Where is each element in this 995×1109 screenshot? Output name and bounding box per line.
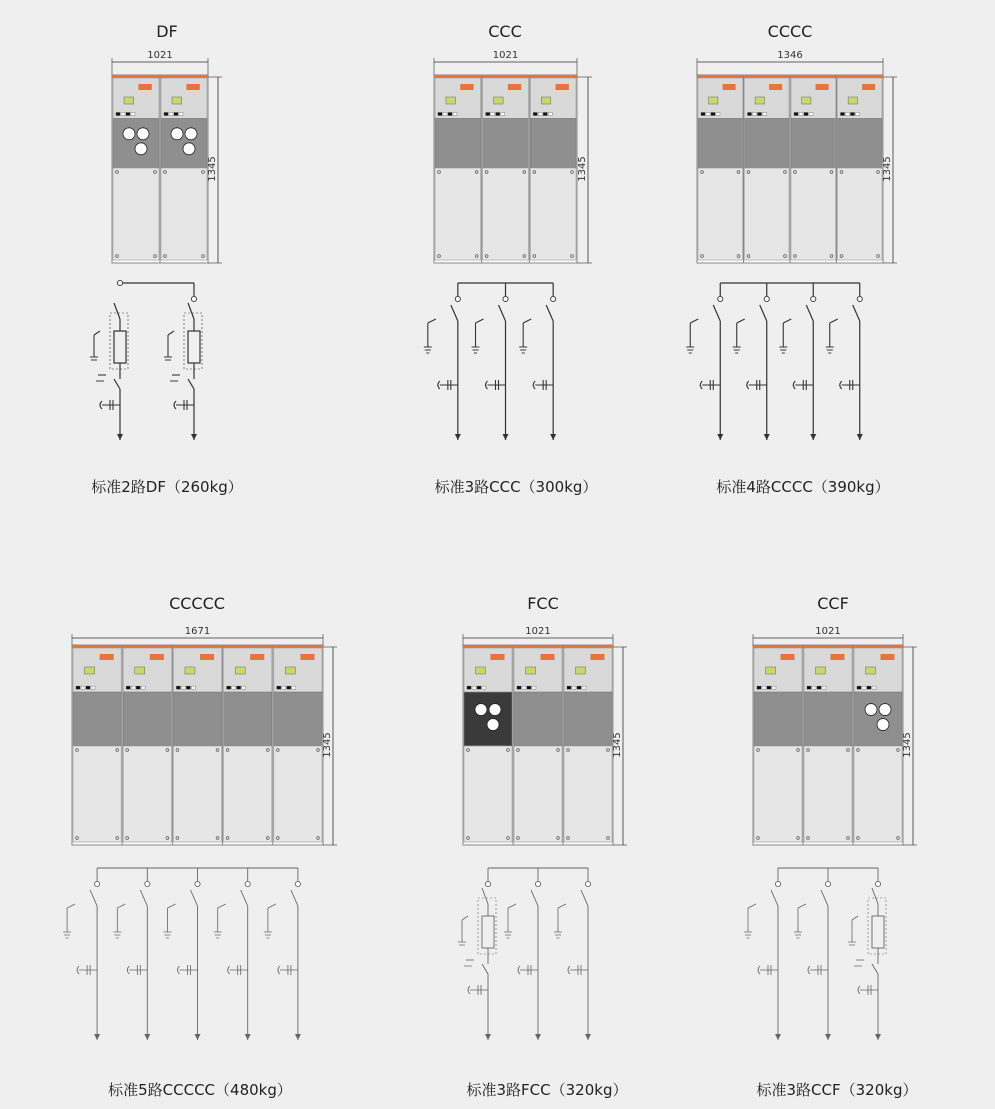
width-dimension-label: 1021 (815, 626, 841, 637)
bay-lower-door (791, 168, 836, 260)
indicator-block (816, 84, 829, 90)
indicator-strip (448, 113, 452, 116)
indicator-strip (292, 686, 296, 689)
indicator-strip (804, 113, 808, 116)
fuse-symbol (188, 331, 200, 363)
indicator-label (446, 97, 456, 104)
terminal-node (117, 280, 122, 285)
cable-symbol (174, 401, 176, 409)
bay-instrument-panel (224, 648, 272, 692)
fuse-dial (137, 128, 149, 140)
indicator-block (881, 654, 895, 660)
output-arrow (764, 434, 770, 440)
indicator-strip (856, 113, 860, 116)
bay-mechanism-panel (113, 119, 159, 169)
unit-caption-fcc: 标准3路FCC（320kg） (466, 1081, 628, 1099)
indicator-block (769, 84, 782, 90)
indicator-strip (227, 686, 231, 689)
bay-mechanism-panel (804, 692, 852, 746)
indicator-strip (757, 686, 761, 689)
indicator-strip (862, 686, 866, 689)
indicator-strip (767, 686, 771, 689)
fuse-symbol (114, 331, 126, 363)
bay-mechanism-panel (530, 119, 576, 169)
bay-lower-door (274, 746, 322, 842)
indicator-label (802, 97, 811, 104)
bay-mechanism-panel (698, 119, 743, 169)
height-dimension-label: 1345 (882, 156, 893, 182)
indicator-strip (501, 113, 505, 116)
unit-title-ccc: CCC (488, 22, 522, 41)
terminal-node (811, 296, 816, 301)
indicator-strip (287, 686, 291, 689)
output-arrow (810, 434, 816, 440)
cable-symbol (840, 381, 842, 389)
indicator-strip (126, 686, 130, 689)
indicator-strip (763, 113, 767, 116)
indicator-block (591, 654, 605, 660)
output-arrow (717, 434, 723, 440)
fuse-enclosure (478, 898, 496, 954)
bay-lower-door (161, 168, 207, 260)
indicator-strip (772, 686, 776, 689)
indicator-strip (453, 113, 457, 116)
indicator-label (816, 667, 826, 674)
fuse-enclosure (110, 313, 128, 369)
indicator-strip (532, 686, 536, 689)
bay-mechanism-panel (838, 119, 883, 169)
single-line-diagram-df (90, 280, 202, 440)
indicator-block (831, 654, 845, 660)
output-arrow (857, 434, 863, 440)
bay-lower-door (530, 168, 576, 260)
output-arrow (117, 434, 123, 440)
indicator-strip (846, 113, 850, 116)
cable-symbol (438, 381, 440, 389)
unit-title-cccc: CCCC (767, 22, 813, 41)
terminal-node (551, 296, 556, 301)
indicator-strip (121, 113, 125, 116)
width-dimension-label: 1021 (492, 50, 519, 61)
output-arrow (485, 1034, 491, 1040)
bay-instrument-panel (274, 648, 322, 692)
bay-lower-door (698, 168, 743, 260)
bay-lower-door (514, 746, 562, 842)
height-dimension-label: 1345 (322, 732, 333, 758)
bay-mechanism-panel (435, 119, 481, 169)
fuse-dial (877, 719, 889, 731)
indicator-strip (179, 113, 183, 116)
bay-lower-door (483, 168, 529, 260)
indicator-strip (577, 686, 581, 689)
indicator-strip (809, 113, 813, 116)
indicator-strip (711, 113, 715, 116)
indicator-strip (533, 113, 537, 116)
indicator-strip (277, 686, 281, 689)
terminal-node (145, 881, 150, 886)
fuse-dial (135, 143, 147, 155)
indicator-block (781, 654, 795, 660)
output-arrow (195, 1034, 201, 1040)
indicator-strip (794, 113, 798, 116)
bay-instrument-panel (464, 648, 512, 692)
indicator-strip (872, 686, 876, 689)
indicator-strip (522, 686, 526, 689)
indicator-label (476, 667, 486, 674)
indicator-block (508, 84, 521, 90)
bay-mechanism-panel (161, 119, 207, 169)
indicator-label (709, 97, 718, 104)
terminal-node (191, 296, 196, 301)
indicator-strip (486, 113, 490, 116)
terminal-node (535, 881, 540, 886)
indicator-strip (822, 686, 826, 689)
unit-caption-ccf: 标准3路CCF（320kg） (756, 1081, 918, 1099)
bay-lower-door (464, 746, 512, 842)
single-line-diagram-cccc (686, 283, 863, 440)
indicator-strip (126, 113, 130, 116)
indicator-strip (748, 113, 752, 116)
single-line-diagram-ccf (744, 868, 886, 1040)
indicator-strip (81, 686, 85, 689)
terminal-node (295, 881, 300, 886)
unit-title-df: DF (156, 22, 178, 41)
bay-instrument-panel (564, 648, 612, 692)
bay-lower-door (564, 746, 612, 842)
cabinet-accent-strip (72, 645, 323, 648)
bay-lower-door (804, 746, 852, 842)
output-arrow (144, 1034, 150, 1040)
output-arrow (585, 1034, 591, 1040)
cable-symbol (178, 966, 180, 974)
indicator-strip (282, 686, 286, 689)
bay-mechanism-panel (73, 692, 121, 746)
indicator-label (172, 97, 182, 104)
indicator-label (526, 667, 536, 674)
indicator-strip (164, 113, 168, 116)
unit-title-fcc: FCC (527, 594, 559, 613)
bay-lower-door (854, 746, 902, 842)
indicator-block (300, 654, 314, 660)
indicator-strip (131, 113, 135, 116)
cabinet-accent-strip (434, 75, 577, 78)
terminal-node (875, 881, 880, 886)
cable-symbol (278, 966, 280, 974)
single-line-diagram-ccccc (63, 868, 301, 1040)
indicator-strip (91, 686, 95, 689)
unit-caption-cccc: 标准4路CCCC（390kg） (716, 478, 890, 496)
indicator-block (100, 654, 114, 660)
width-dimension-label: 1346 (777, 50, 803, 61)
indicator-strip (496, 113, 500, 116)
cable-symbol (486, 381, 488, 389)
cable-symbol (808, 966, 810, 974)
indicator-label (576, 667, 586, 674)
fuse-dial (487, 719, 499, 731)
indicator-label (85, 667, 95, 674)
cable-symbol (127, 966, 129, 974)
indicator-strip (851, 113, 855, 116)
indicator-block (186, 84, 199, 90)
indicator-strip (141, 686, 145, 689)
indicator-strip (807, 686, 811, 689)
unit-title-ccccc: CCCCC (169, 594, 225, 613)
indicator-block (723, 84, 736, 90)
bay-instrument-panel (73, 648, 121, 692)
indicator-strip (758, 113, 762, 116)
indicator-strip (438, 113, 442, 116)
unit-caption-ccc: 标准3路CCC（300kg） (434, 478, 598, 496)
indicator-block (138, 84, 151, 90)
indicator-label (235, 667, 245, 674)
cabinet-accent-strip (753, 645, 903, 648)
terminal-node (585, 881, 590, 886)
indicator-strip (232, 686, 236, 689)
indicator-strip (548, 113, 552, 116)
unit-caption-df: 标准2路DF（260kg） (91, 478, 243, 496)
bay-instrument-panel (754, 648, 802, 692)
fuse-dial (185, 128, 197, 140)
bay-lower-door (173, 746, 221, 842)
indicator-strip (817, 686, 821, 689)
indicator-block (460, 84, 473, 90)
width-dimension-label: 1671 (184, 626, 211, 637)
height-dimension-label: 1345 (207, 156, 218, 182)
indicator-strip (169, 113, 173, 116)
indicator-strip (174, 113, 178, 116)
bay-mechanism-panel (173, 692, 221, 746)
indicator-label (766, 667, 776, 674)
indicator-strip (491, 113, 495, 116)
unit-title-ccf: CCF (817, 594, 849, 613)
cable-symbol (858, 986, 860, 994)
indicator-label (185, 667, 195, 674)
indicator-block (556, 84, 569, 90)
cable-symbol (533, 381, 535, 389)
indicator-strip (136, 686, 140, 689)
height-dimension-label: 1345 (612, 732, 623, 758)
indicator-strip (237, 686, 241, 689)
bay-mechanism-panel (123, 692, 171, 746)
cable-symbol (747, 381, 749, 389)
indicator-strip (762, 686, 766, 689)
terminal-node (455, 296, 460, 301)
output-arrow (503, 434, 509, 440)
fuse-dial (183, 143, 195, 155)
terminal-node (857, 296, 862, 301)
indicator-block (150, 654, 164, 660)
output-arrow (775, 1034, 781, 1040)
cabinet-ccccc (72, 626, 337, 845)
indicator-strip (242, 686, 246, 689)
terminal-node (718, 296, 723, 301)
fuse-dial (879, 704, 891, 716)
bay-lower-door (745, 168, 790, 260)
indicator-strip (812, 686, 816, 689)
indicator-strip (76, 686, 80, 689)
indicator-strip (567, 686, 571, 689)
fuse-enclosure (184, 313, 202, 369)
indicator-block (862, 84, 875, 90)
height-dimension-label: 1345 (902, 732, 913, 758)
width-dimension-label: 1021 (525, 626, 551, 637)
terminal-node (95, 881, 100, 886)
bay-instrument-panel (854, 648, 902, 692)
cable-symbol (758, 966, 760, 974)
indicator-label (135, 667, 145, 674)
indicator-strip (543, 113, 547, 116)
bay-instrument-panel (514, 648, 562, 692)
cabinet-accent-strip (463, 645, 613, 648)
bay-mechanism-panel (564, 692, 612, 746)
output-arrow (191, 434, 197, 440)
cable-symbol (468, 986, 470, 994)
indicator-strip (131, 686, 135, 689)
cable-symbol (100, 401, 102, 409)
indicator-strip (572, 686, 576, 689)
output-arrow (875, 1034, 881, 1040)
indicator-label (866, 667, 876, 674)
indicator-strip (443, 113, 447, 116)
terminal-node (503, 296, 508, 301)
output-arrow (550, 434, 556, 440)
indicator-strip (716, 113, 720, 116)
indicator-label (755, 97, 764, 104)
bay-mechanism-panel (464, 692, 512, 746)
fuse-dial (475, 704, 487, 716)
bay-mechanism-panel (754, 692, 802, 746)
fuse-dial (123, 128, 135, 140)
indicator-strip (538, 113, 542, 116)
cabinet-ccf (753, 626, 917, 845)
indicator-strip (527, 686, 531, 689)
indicator-strip (176, 686, 180, 689)
indicator-strip (191, 686, 195, 689)
indicator-strip (181, 686, 185, 689)
terminal-node (195, 881, 200, 886)
height-dimension-label: 1345 (577, 156, 588, 182)
bay-instrument-panel (804, 648, 852, 692)
cable-symbol (228, 966, 230, 974)
indicator-strip (116, 113, 120, 116)
indicator-strip (841, 113, 845, 116)
indicator-block (250, 654, 264, 660)
fuse-symbol (482, 916, 494, 948)
indicator-strip (582, 686, 586, 689)
bay-lower-door (73, 746, 121, 842)
fuse-dial (171, 128, 183, 140)
output-arrow (295, 1034, 301, 1040)
bay-lower-door (123, 746, 171, 842)
bay-mechanism-panel (514, 692, 562, 746)
cable-symbol (77, 966, 79, 974)
terminal-node (245, 881, 250, 886)
indicator-label (848, 97, 857, 104)
indicator-strip (706, 113, 710, 116)
indicator-strip (472, 686, 476, 689)
indicator-strip (799, 113, 803, 116)
bay-mechanism-panel (274, 692, 322, 746)
indicator-strip (701, 113, 705, 116)
fuse-dial (865, 704, 877, 716)
indicator-label (285, 667, 295, 674)
bay-lower-door (224, 746, 272, 842)
terminal-node (764, 296, 769, 301)
terminal-node (825, 881, 830, 886)
indicator-strip (482, 686, 486, 689)
indicator-strip (857, 686, 861, 689)
fuse-enclosure (868, 898, 886, 954)
single-line-diagram-fcc (458, 868, 591, 1040)
bay-instrument-panel (123, 648, 171, 692)
output-arrow (94, 1034, 100, 1040)
cabinet-fcc (463, 626, 627, 845)
output-arrow (455, 434, 461, 440)
bay-mechanism-panel (745, 119, 790, 169)
indicator-block (491, 654, 505, 660)
bay-lower-door (838, 168, 883, 260)
fuse-dial (489, 704, 501, 716)
cable-symbol (700, 381, 702, 389)
indicator-strip (86, 686, 90, 689)
bay-mechanism-panel (224, 692, 272, 746)
indicator-strip (517, 686, 521, 689)
bay-lower-door (435, 168, 481, 260)
output-arrow (245, 1034, 251, 1040)
width-dimension-label: 1021 (147, 50, 173, 61)
output-arrow (825, 1034, 831, 1040)
indicator-strip (867, 686, 871, 689)
indicator-label (124, 97, 134, 104)
indicator-strip (186, 686, 190, 689)
terminal-node (775, 881, 780, 886)
bay-mechanism-panel (483, 119, 529, 169)
bay-lower-door (113, 168, 159, 260)
indicator-label (541, 97, 551, 104)
bay-lower-door (754, 746, 802, 842)
cabinet-ccc (434, 50, 592, 263)
bay-instrument-panel (173, 648, 221, 692)
cable-symbol (793, 381, 795, 389)
indicator-strip (477, 686, 481, 689)
fuse-symbol (872, 916, 884, 948)
indicator-block (541, 654, 555, 660)
cable-symbol (568, 966, 570, 974)
terminal-node (485, 881, 490, 886)
unit-caption-ccccc: 标准5路CCCCC（480kg） (108, 1081, 292, 1099)
indicator-label (494, 97, 504, 104)
single-line-diagram-ccc (424, 283, 556, 440)
indicator-strip (753, 113, 757, 116)
indicator-strip (467, 686, 471, 689)
bay-mechanism-panel (854, 692, 902, 746)
output-arrow (535, 1034, 541, 1040)
cabinet-cccc (697, 50, 897, 263)
bay-mechanism-panel (791, 119, 836, 169)
cable-symbol (518, 966, 520, 974)
indicator-block (200, 654, 214, 660)
cabinet-df (112, 50, 222, 263)
